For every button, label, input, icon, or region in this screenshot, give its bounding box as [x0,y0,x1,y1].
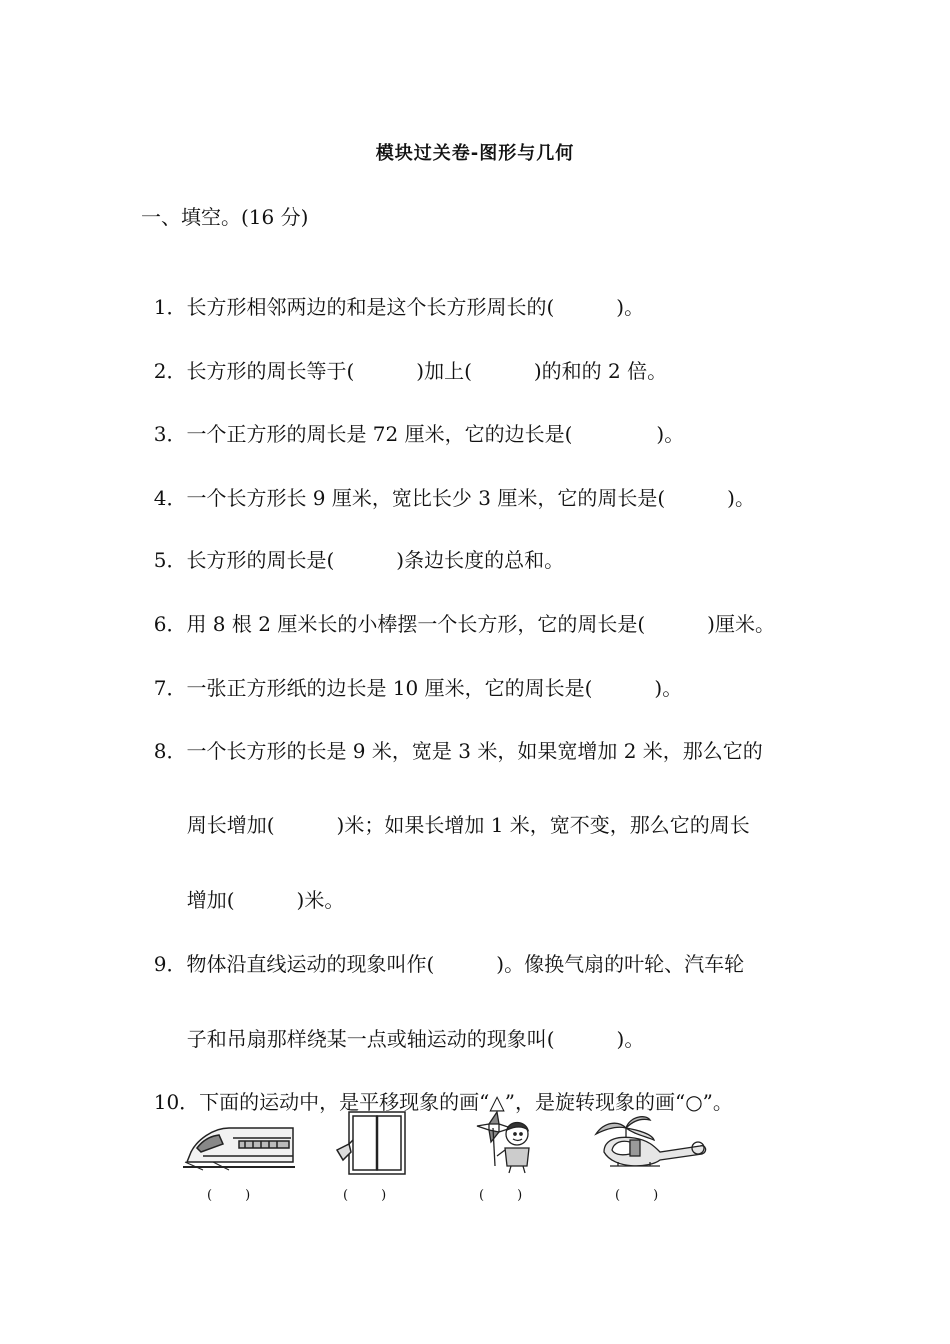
question-number: 1． [153,295,187,319]
question-2 [141,329,667,385]
question-number: 5． [153,548,187,572]
question-text: 周长增加( [186,813,275,837]
sliding-window-image [335,1110,407,1176]
question-9 [141,922,744,978]
question-text: 长方形的周长是( [186,548,335,572]
question-8-line-3 [174,858,344,914]
question-number: 6． [153,612,187,636]
question-text: 一张正方形纸的边长是 10 厘米，它的周长是( [186,676,593,700]
page-title: 模块过关卷-图形与几何 [375,143,575,164]
question-5 [141,518,564,574]
pinwheel-boy-image [473,1110,535,1174]
question-text: 用 8 根 2 厘米长的小棒摆一个长方形，它的周长是( [186,612,646,636]
question-text: )的和的 2 倍。 [533,359,668,383]
question-text: )。 [656,422,685,446]
question-text: )条边长度的总和。 [396,548,565,572]
question-text: )米。 [296,888,345,912]
answer-paren-window[interactable]: ( ) [343,1188,387,1203]
question-8 [141,709,763,765]
question-text: )。 [616,1027,645,1051]
question-1 [141,265,644,321]
section-heading: 一、填空。(16 分) [141,205,309,229]
question-number: 4． [153,486,187,510]
question-text: )。 [727,486,755,510]
question-10 [141,1060,733,1116]
question-3 [141,392,684,448]
question-text: 一个正方形的周长是 72 厘米，它的边长是( [186,422,573,446]
answer-paren-helicopter[interactable]: ( ) [615,1188,659,1203]
question-number: 9． [153,952,187,976]
question-text: 子和吊扇那样绕某一点或轴运动的现象叫( [186,1027,555,1051]
answer-paren-pinwheel[interactable]: ( ) [479,1188,523,1203]
question-text: 长方形的周长等于( [186,359,355,383]
question-7 [141,646,682,702]
question-text: )。 [654,676,683,700]
question-text: )米；如果长增加 1 米，宽不变，那么它的周长 [336,813,750,837]
question-8-line-2 [174,783,750,839]
question-9-line-2 [174,997,644,1053]
question-text: 一个长方形长 9 厘米，宽比长少 3 厘米，它的周长是( [186,486,666,510]
question-4 [141,456,755,512]
question-6 [141,582,775,638]
train-image [183,1118,297,1172]
question-text: )。 [616,295,645,319]
question-number: 3． [153,422,187,446]
question-text: 增加( [186,888,235,912]
question-text: 下面的运动中，是平移现象的画“△”，是旋转现象的画“○”。 [199,1090,733,1114]
question-text: 长方形相邻两边的和是这个长方形周长的( [186,295,555,319]
question-text: )加上( [416,359,472,383]
question-text: )。像换气扇的叶轮、汽车轮 [496,952,745,976]
helicopter-image [590,1112,710,1176]
answer-paren-train[interactable]: ( ) [207,1188,251,1203]
question-text: 物体沿直线运动的现象叫作( [186,952,435,976]
question-number: 10． [153,1090,200,1114]
question-text: 一个长方形的长是 9 米，宽是 3 米，如果宽增加 2 米，那么它的 [186,739,763,763]
question-number: 2． [153,359,187,383]
question-number: 8． [153,739,187,763]
question-text: )厘米。 [707,612,775,636]
question-number: 7． [153,676,187,700]
